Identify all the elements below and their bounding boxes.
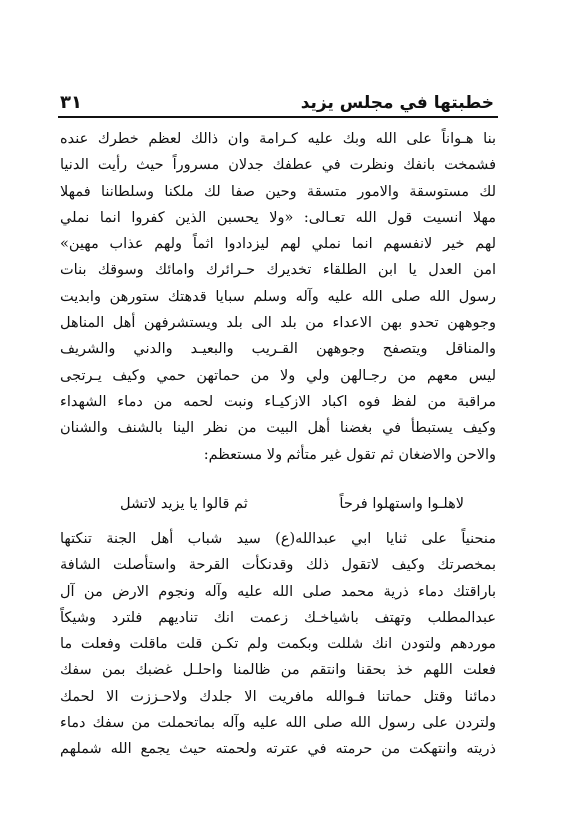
text-line: دمائنا وقتل حماتنا فـوالله مافريت الا جلدك ولاحـززت الا لحمك xyxy=(60,688,496,705)
text-line: عبدالمطلب وتهتف باشياخـك زعمت انك تناديهم فلترد وشيكاً xyxy=(60,609,496,626)
text-line: وجوههن تحدو بهن الاعداء من بلد الى بلد ويستشرفهن أهل المناهل xyxy=(60,315,496,332)
text-line: والمناقل ويتصفح وجوههن القـريب والبعيـد والدني والشريف xyxy=(60,341,496,358)
paragraph-2 xyxy=(60,526,496,763)
verse-second-hemistich: ثم قالوا يا يزيد لاتشل xyxy=(120,496,248,512)
text-line: امن العدل يا ابن الطلقاء تخديرك حـرائرك وامائك وسوقك بنات xyxy=(60,262,496,279)
verse-first-hemistich: لاهلـوا واستهلوا فرحاً xyxy=(339,496,464,512)
text-line: فعلت اللهم خذ بحقنا وانتقم من ظالمنا واحلـل غضبك بمن سفك xyxy=(60,662,496,679)
text-line: بمخصرتك وكيف لاتقول ذلك وقدنكأت القرحة واستأصلت الشافة xyxy=(60,557,496,574)
text-line: مراقبة من لفظ فوه اكباد الازكيـاء ونبت لحمه من دماء الشهداء xyxy=(60,393,496,410)
text-line: منحنياً على ثنايا ابي عبدالله(ع) سيد شباب أهل الجنة تنكتها xyxy=(60,531,496,547)
text-line-last: والاحن والاضغان ثم تقول غير متأثم ولا مستعظم: xyxy=(203,446,496,463)
text-line: بنا هـواناً على الله وبك عليه كـرامة وان ذالك لعظم خطرك عنده xyxy=(60,131,496,147)
text-line: لهم خير لانفسهم انما نملي لهم ليزدادوا اثماً ولهم عذاب مهين» xyxy=(60,236,496,253)
page-header xyxy=(60,84,494,114)
header-rule xyxy=(58,116,498,118)
text-line: مهلا انسيت قول الله تعـالى: «ولا يحسبن الذين كفروا انما نملي xyxy=(60,209,496,226)
poetry-verse xyxy=(120,492,464,516)
paragraph-1 xyxy=(60,126,496,468)
running-title: خطبتها في مجلس يزيد xyxy=(300,93,494,113)
text-line: باراقتك دماء ذرية محمد صلى الله عليه وآله ونجوم الارض من آل xyxy=(60,583,496,600)
text-line: ذريته وانتهكت من حرمته في عترته ولحمته حيث يجمع الله شملهم xyxy=(60,741,496,758)
text-line: ولتردن على رسول الله صلى الله عليه وآله بماتحملت من سفك دماء xyxy=(60,715,496,732)
text-line: ليس معهم من رجـالهن ولي ولا من حماتهن حمي وكيف يـرتجى xyxy=(60,367,496,384)
text-line: فشمخت بانفك ونظرت في عطفك جدلان مسروراً حيث رأيت الدنيا xyxy=(60,157,496,174)
text-line: لك مستوسقة والامور متسقة وحين صفا لك ملكنا وسلطاننا فمهلا xyxy=(60,183,496,200)
text-line: رسول الله صلى الله عليه وآله وسلم سبايا قدهتك ستورهن وابديت xyxy=(60,288,496,305)
text-line: موردهم ولتودن انك شللت وبكمت ولم تكـن قلت ماقلت وفعلت ما xyxy=(60,636,496,653)
page-number: ٣١ xyxy=(60,92,82,113)
text-line: وكيف يستبطأ في بغضنا أهل البيت من نظر الينا بالشنف والشنان xyxy=(60,420,496,437)
